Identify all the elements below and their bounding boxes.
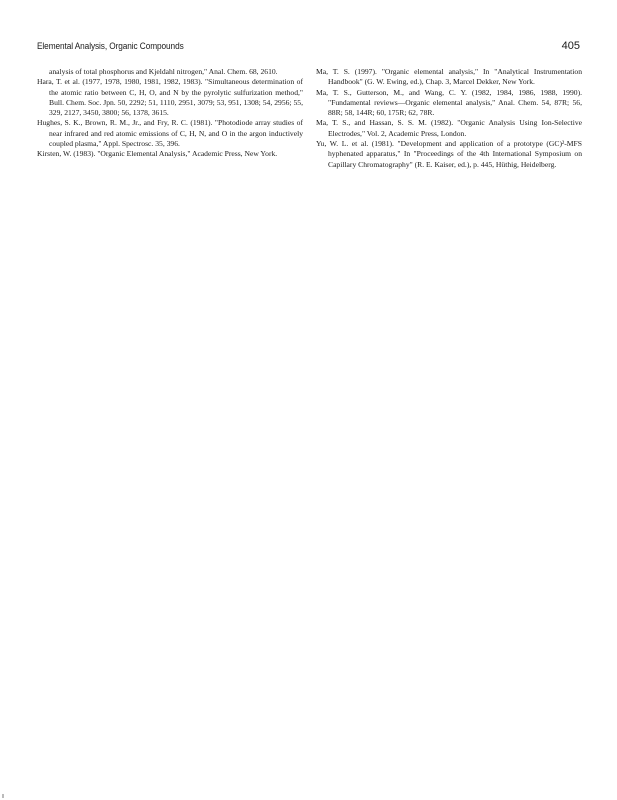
running-title: Elemental Analysis, Organic Compounds: [37, 41, 184, 51]
right-column: [316, 67, 582, 170]
left-column: [37, 67, 303, 160]
page-header: [37, 41, 580, 55]
reference-continuation: analysis of total phosphorus and Kjeldahl nitrogen," Anal. Chem. 68, 2610.: [49, 67, 278, 76]
reference-ma-gutterson: Ma, T. S., Gutterson, M., and Wang, C. Y. (1982, 1984, 1986, 1988, 1990). "Fundamental reviews—Organic elemental analysis," Anal. Chem. 54, 87R; 56, 88R; 58, 144R; 60, 175R; 62, 78R.: [316, 87, 582, 118]
reference-yu: Yu, W. L. et al. (1981). "Development and application of a prototype (GC)²-MFS hyphenated apparatus," In "Proceedings of the 4th International Symposium on Capillary Chromatography" (R. E. Kaiser, ed.), p. 445, Hüthig, Heidelberg.: [316, 139, 582, 169]
reference-hughes: Hughes, S. K., Brown, R. M., Jr., and Fry, R. C. (1981). "Photodiode array studies of near infrared and red atomic emissions of C, H, N, and O in the argon inductively coupled plasma," Appl. Spectrosc. 35, 396.: [37, 118, 303, 149]
scan-mark: [2, 794, 4, 798]
reference-hara: Hara, T. et al. (1977, 1978, 1980, 1981, 1982, 1983). "Simultaneous determination of the atomic ratio between C, H, O, and N by the pyrolytic sulfurization method," Bull. Chem. Soc. Jpn. 50, 2292; 51, 1110, 2951, 3079; 53, 951, 1308; 54, 2956; 55, 329, 2127, 3450, 3800; 56, 1378, 3615.: [37, 77, 303, 118]
page-number: 405: [561, 40, 580, 52]
reference-ma-hassan: Ma, T. S., and Hassan, S. S. M. (1982). "Organic Analysis Using Ion-Selective Electrodes," Vol. 2, Academic Press, London.: [316, 118, 582, 138]
reference-ma-1997: Ma, T. S. (1997). "Organic elemental analysis," In "Analytical Instrumentation Handbook" (G. W. Ewing, ed.), Chap. 3, Marcel Dekker, New York.: [316, 67, 582, 87]
reference-kirsten: Kirsten, W. (1983). "Organic Elemental Analysis," Academic Press, New York.: [37, 149, 278, 159]
